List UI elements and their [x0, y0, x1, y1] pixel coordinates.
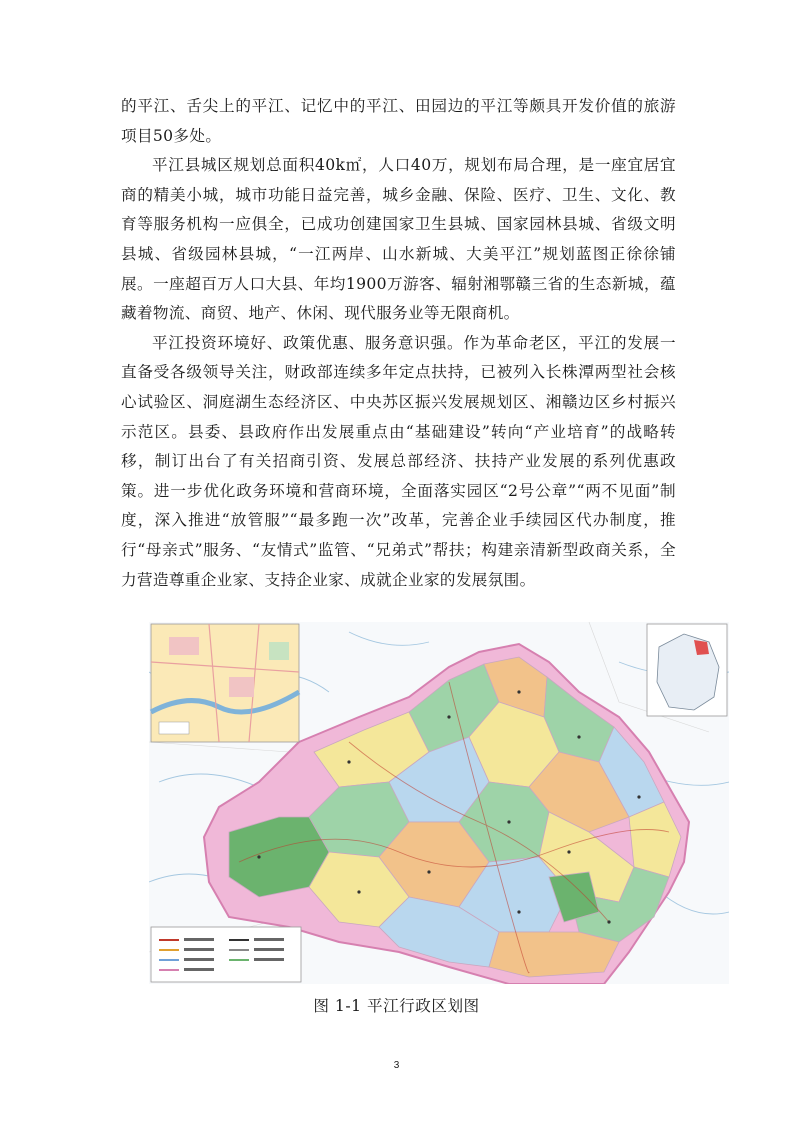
body-text [121, 92, 676, 595]
paragraph-3: 平江投资环境好、政策优惠、服务意识强。作为革命老区，平江的发展一直备受各级领导关注，财政部连续多年定点扶持，已被列入长株潭两型社会核心试验区、洞庭湖生态经济区、中央苏区振兴发展规划区、湘赣边区乡村振兴示范区。县委、县政府作出发展重点由“基础建设”转向“产业培育”的战略转移，制订出台了有关招商引资、发展总部经济、扶持产业发展的系列优惠政策。进一步优化政务环境和营商环境，全面落实园区“2号公章”“两不见面”制度，深入推进“放管服”“最多跑一次”改革，完善企业手续园区代办制度，推行“母亲式”服务、“友情式”监管、“兄弟式”帮扶；构建亲清新型政商关系，全力营造尊重企业家、支持企业家、成就企业家的发展氛围。 [121, 333, 676, 589]
paragraph-1: 的平江、舌尖上的平江、记忆中的平江、田园边的平江等颇具开发价值的旅游项目50多处。 [121, 97, 676, 145]
administrative-map-figure [149, 622, 729, 984]
province-inset-map [647, 624, 727, 716]
pingjiang-map-image [149, 622, 729, 984]
city-inset-map [151, 624, 299, 742]
paragraph-2: 平江县城区规划总面积40k㎡，人口40万，规划布局合理，是一座宜居宜商的精美小城，城市功能日益完善，城乡金融、保险、医疗、卫生、文化、教育等服务机构一应俱全，已成功创建国家卫生县城、国家园林县城、省级文明县城、省级园林县城，“一江两岸、山水新城、大美平江”规划蓝图正徐徐铺展。一座超百万人口大县、年均1900万游客、辐射湘鄂赣三省的生态新城，蕴藏着物流、商贸、地产、休闲、现代服务业等无限商机。 [121, 156, 676, 323]
map-legend [151, 927, 301, 982]
page-number: 3 [393, 1060, 400, 1071]
figure-caption: 图 1-1 平江行政区划图 [313, 997, 480, 1015]
